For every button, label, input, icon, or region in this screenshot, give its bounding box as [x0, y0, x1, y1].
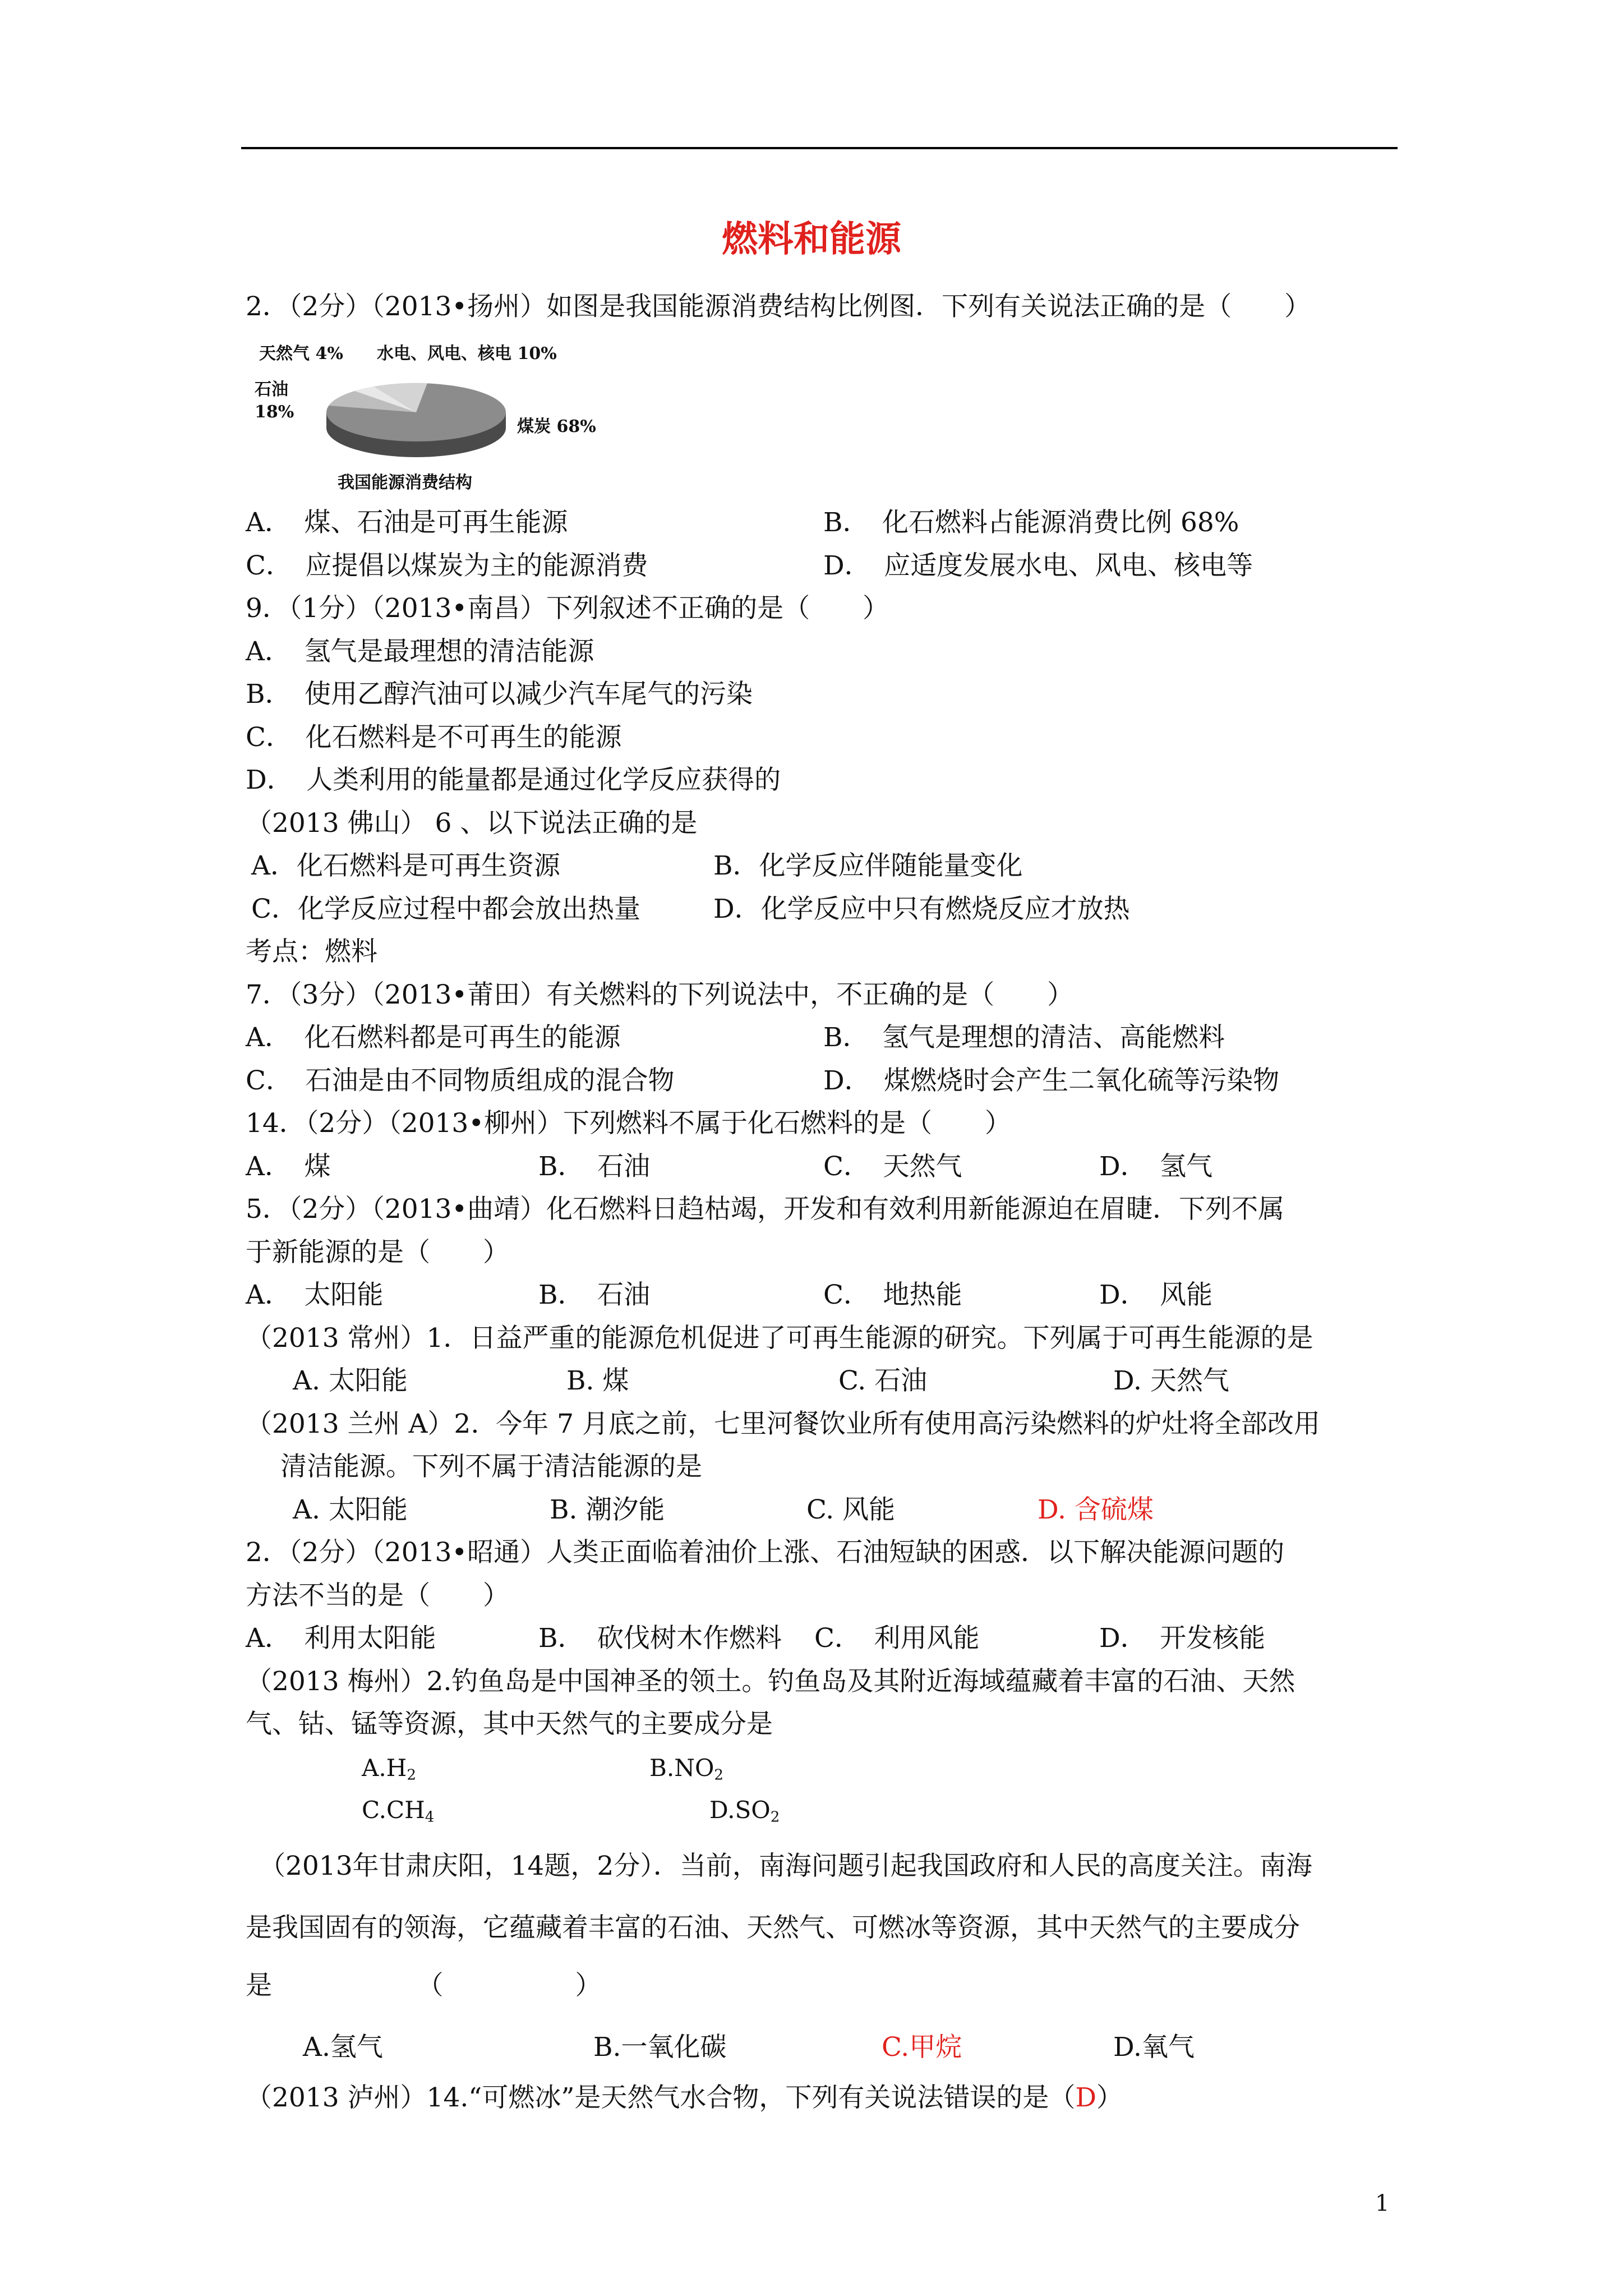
question-7-putian: 7．（3分）（2013•莆田）有关燃料的下列说法中，不正确的是（ ） — [246, 979, 1074, 1010]
question-14-luzhou: （2013 泸州）14.“可燃冰”是天然气水合物，下列有关说法错误的是（D） — [246, 2082, 1123, 2113]
q5-option-c: C． 地热能 — [823, 1280, 962, 1310]
pie-label-hydro: 水电、风电、核电 10% — [377, 344, 557, 364]
q5-option-d: D． 风能 — [1099, 1280, 1213, 1310]
question-5-qujing: 5．（2分）（2013•曲靖）化石燃料日趋枯竭，开发和有效利用新能源迫在眉睫．下列不属 — [246, 1194, 1285, 1225]
q9-option-a: A． 氢气是最理想的清洁能源 — [246, 636, 594, 667]
question-2-meizhou: （2013 梅州）2.钓鱼岛是中国神圣的领土。钓鱼岛及其附近海域蕴藏着丰富的石油、天然 — [246, 1666, 1295, 1697]
q14-option-d: D． 氢气 — [1099, 1151, 1213, 1182]
zt-option-a: A． 利用太阳能 — [246, 1623, 436, 1654]
question-2-zhaotong-cont: 方法不当的是（ ） — [246, 1580, 509, 1611]
foshan-option-d: D．化学反应中只有燃烧反应才放热 — [713, 894, 1130, 924]
q7-option-c: C． 石油是由不同物质组成的混合物 — [246, 1065, 675, 1096]
question-14-qingyang: （2013年甘肃庆阳，14题，2分）．当前，南海问题引起我国政府和人民的高度关注。南海 — [259, 1851, 1312, 1881]
q14-option-a: A． 煤 — [246, 1151, 331, 1182]
q7-option-d: D． 煤燃烧时会产生二氧化硫等污染物 — [823, 1065, 1280, 1096]
lz-option-b: B. 潮汐能 — [550, 1494, 665, 1525]
qy-option-c: C.甲烷 — [882, 2032, 962, 2063]
answer-d: D — [1075, 2082, 1097, 2113]
q5-option-b: B． 石油 — [538, 1280, 651, 1310]
question-2-lanzhou-cont: 清洁能源。下列不属于清洁能源的是 — [280, 1451, 702, 1482]
question-6-foshan: （2013 佛山） 6 、以下说法正确的是 — [246, 808, 698, 839]
lz-option-a: A. 太阳能 — [293, 1494, 408, 1525]
q14-option-c: C． 天然气 — [823, 1151, 962, 1182]
q2-option-a: A． 煤、石油是可再生能源 — [246, 507, 568, 538]
q9-option-c: C． 化石燃料是不可再生的能源 — [246, 722, 622, 753]
q9-option-b: B． 使用乙醇汽油可以减少汽车尾气的污染 — [246, 679, 753, 710]
qy-option-b: B.一氧化碳 — [593, 2032, 727, 2063]
foshan-option-b: B．化学反应伴随能量变化 — [713, 850, 1023, 881]
q14-option-b: B． 石油 — [538, 1151, 651, 1182]
pie-label-gas: 天然气 4% — [259, 344, 343, 364]
zt-option-b: B． 砍伐树木作燃料 — [538, 1623, 782, 1654]
mz-option-a: $A.H_2$ — [362, 1754, 416, 1784]
mz-option-b: $B.NO_2$ — [649, 1754, 723, 1784]
q2-option-c: C． 应提倡以煤炭为主的能源消费 — [246, 550, 648, 581]
pie-label-oil: 石油 18% — [255, 380, 294, 422]
question-2-yangzhou: 2．（2分）（2013•扬州）如图是我国能源消费结构比例图．下列有关说法正确的是（ ） — [246, 291, 1311, 322]
q2-option-d: D． 应适度发展水电、风电、核电等 — [823, 550, 1253, 581]
question-5-qujing-cont: 于新能源的是（ ） — [246, 1237, 509, 1268]
cz-option-d: D. 天然气 — [1113, 1365, 1229, 1396]
question-14-qingyang-blank: 是 （ ） — [246, 1970, 602, 2001]
question-1-changzhou: （2013 常州）1．日益严重的能源危机促进了可再生能源的研究。下列属于可再生能源的是 — [246, 1323, 1313, 1354]
page-number: 1 — [1375, 2191, 1390, 2216]
q2-option-b: B． 化石燃料占能源消费比例 68% — [823, 507, 1239, 538]
lz-option-c: C. 风能 — [806, 1494, 896, 1525]
q9-option-d: D． 人类利用的能量都是通过化学反应获得的 — [246, 765, 781, 795]
energy-pie-chart — [255, 334, 618, 496]
foshan-option-a: A．化石燃料是可再生资源 — [251, 850, 560, 881]
question-2-lanzhou: （2013 兰州 A）2. 今年 7 月底之前，七里河餐饮业所有使用高污染燃料的炉灶将全部改用 — [246, 1409, 1320, 1439]
cz-option-b: B. 煤 — [566, 1365, 629, 1396]
question-14-liuzhou: 14．（2分）（2013•柳州）下列燃料不属于化石燃料的是（ ） — [246, 1108, 1012, 1139]
q5-option-a: A． 太阳能 — [246, 1280, 384, 1310]
question-2-meizhou-cont: 气、钴、锰等资源，其中天然气的主要成分是 — [246, 1709, 773, 1740]
header-rule — [241, 147, 1398, 149]
question-9-nanchang: 9．（1分）（2013•南昌）下列叙述不正确的是（ ） — [246, 593, 889, 624]
question-2-zhaotong: 2．（2分）（2013•昭通）人类正面临着油价上涨、石油短缺的困惑．以下解决能源问题的 — [246, 1537, 1285, 1568]
qy-option-d: D.氧气 — [1113, 2032, 1195, 2063]
chart-title: 我国能源消费结构 — [338, 473, 472, 493]
foshan-option-c: C．化学反应过程中都会放出热量 — [251, 894, 640, 924]
zt-option-c: C． 利用风能 — [814, 1623, 980, 1654]
mz-option-d: $D.SO_2$ — [709, 1796, 780, 1826]
page-title: 燃料和能源 — [722, 218, 901, 260]
lz-option-d: D. 含硫煤 — [1038, 1494, 1154, 1525]
cz-option-c: C. 石油 — [838, 1365, 928, 1396]
topic-note: 考点：燃料 — [246, 936, 377, 967]
qy-option-a: A.氢气 — [303, 2032, 383, 2063]
q7-option-b: B． 氢气是理想的清洁、高能燃料 — [823, 1022, 1225, 1053]
q7-option-a: A． 化石燃料都是可再生的能源 — [246, 1022, 621, 1053]
mz-option-c: $C.CH_4$ — [362, 1796, 435, 1826]
cz-option-a: A. 太阳能 — [293, 1365, 408, 1396]
question-14-qingyang-cont: 是我国固有的领海，它蕴藏着丰富的石油、天然气、可燃冰等资源，其中天然气的主要成分 — [246, 1912, 1300, 1943]
pie-label-coal: 煤炭 68% — [517, 417, 596, 436]
zt-option-d: D． 开发核能 — [1099, 1623, 1266, 1654]
